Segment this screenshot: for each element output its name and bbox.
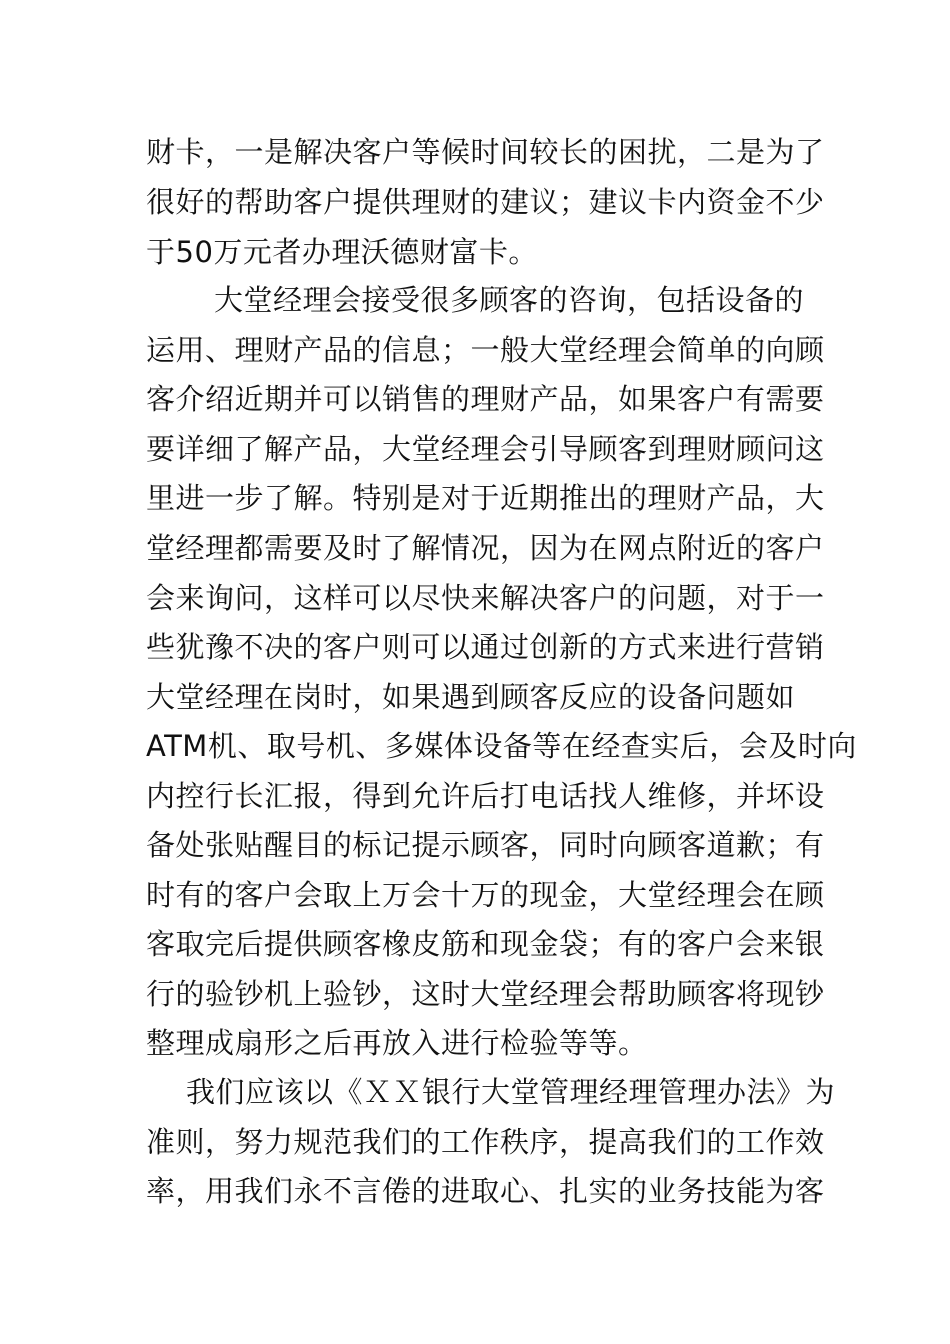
text-line-7: 要详细了解产品，大堂经理会引导顾客到理财顾问这 — [146, 432, 825, 466]
text-line-9: 堂经理都需要及时了解情况，因为在网点附近的客户 — [146, 531, 825, 565]
text-line-12: 大堂经理在岗时，如果遇到顾客反应的设备问题如 — [146, 680, 796, 714]
text-line-5: 运用、理财产品的信息；一般大堂经理会简单的向顾 — [146, 333, 825, 367]
text-line-10: 会来询问，这样可以尽快来解决客户的问题，对于一 — [146, 581, 825, 615]
text-line-22: 率，用我们永不言倦的进取心、扎实的业务技能为客 — [146, 1174, 825, 1208]
text-line-2: 很好的帮助客户提供理财的建议；建议卡内资金不少 — [146, 185, 825, 219]
text-line-14: 内控行长汇报，得到允许后打电话找人维修，并坏设 — [146, 779, 825, 813]
text-line-21: 准则，努力规范我们的工作秩序，提高我们的工作效 — [146, 1125, 825, 1159]
text-line-17: 客取完后提供顾客橡皮筋和现金袋；有的客户会来银 — [146, 927, 825, 961]
text-line-18: 行的验钞机上验钞，这时大堂经理会帮助顾客将现钞 — [146, 977, 825, 1011]
text-line-8: 里进一步了解。特别是对于近期推出的理财产品，大 — [146, 481, 825, 515]
text-line-19: 整理成扇形之后再放入进行检验等等。 — [146, 1026, 648, 1060]
text-line-20: 我们应该以《ＸＸ银行大堂管理经理管理办法》为 — [186, 1075, 836, 1109]
text-line-3: 于50万元者办理沃德财富卡。 — [146, 235, 538, 269]
text-line-16: 时有的客户会取上万会十万的现金，大堂经理会在顾 — [146, 878, 825, 912]
text-line-4: 大堂经理会接受很多顾客的咨询，包括设备的 — [214, 283, 805, 317]
text-line-11: 些犹豫不决的客户则可以通过创新的方式来进行营销 — [146, 630, 825, 664]
text-line-6: 客介绍近期并可以销售的理财产品，如果客户有需要 — [146, 382, 825, 416]
text-line-15: 备处张贴醒目的标记提示顾客，同时向顾客道歉；有 — [146, 828, 825, 862]
text-line-13: ATM机、取号机、多媒体设备等在经查实后，会及时向 — [146, 729, 857, 763]
text-line-1: 财卡，一是解决客户等候时间较长的困扰，二是为了 — [146, 135, 825, 169]
